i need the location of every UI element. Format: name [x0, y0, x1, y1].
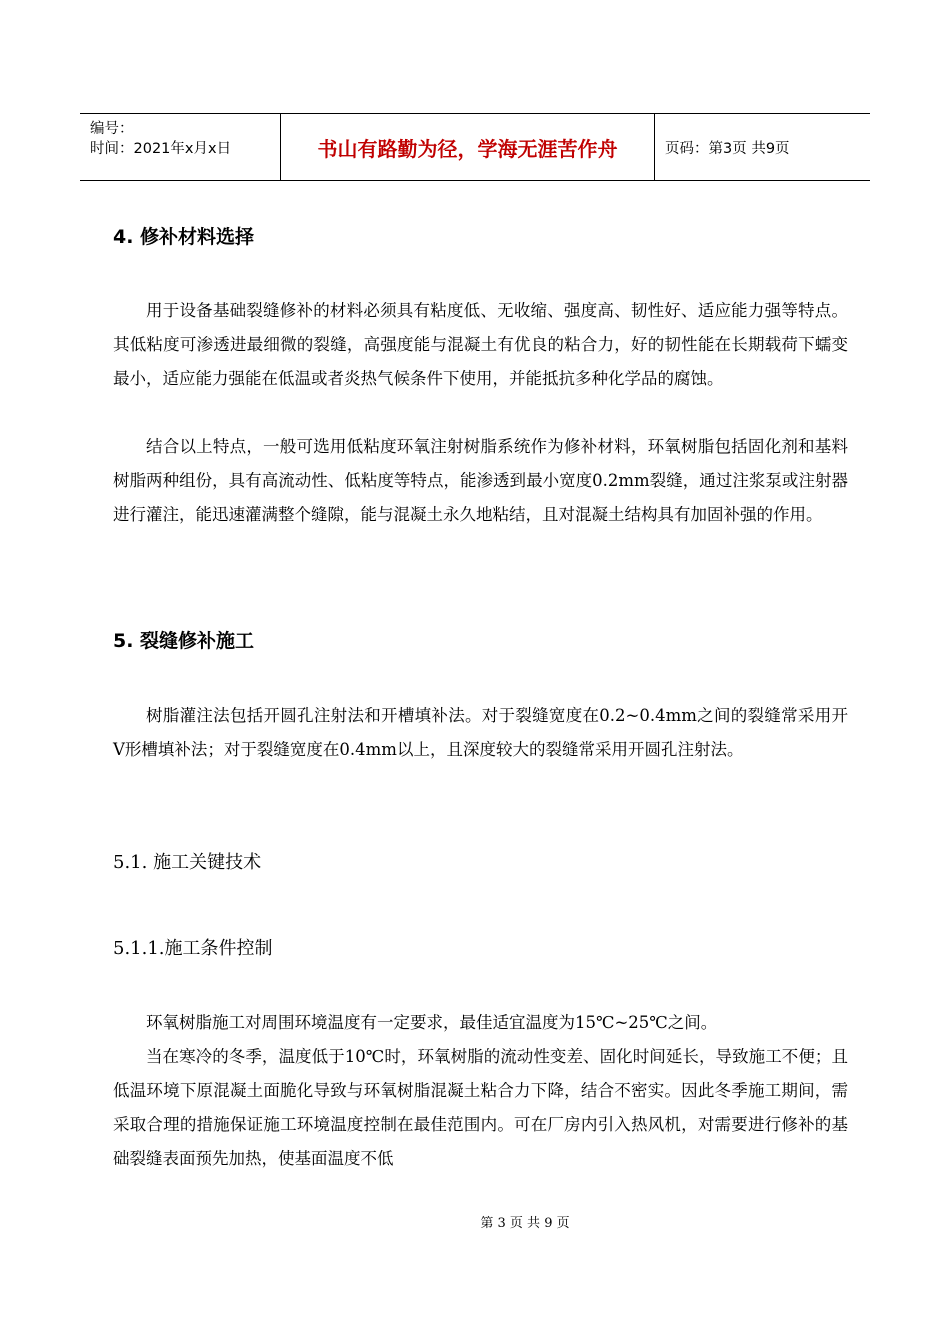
section-5-heading: 5. 裂缝修补施工: [113, 630, 255, 652]
time-label: 时间：2021年x月x日: [90, 141, 232, 157]
motto: 书山有路勤为径，学海无涯苦作舟: [317, 136, 618, 161]
header-left-cell: [80, 114, 281, 180]
section-5-1-1-paragraph-2: 当在寒冷的冬季，温度低于10℃时，环氧树脂的流动性变差、固化时间延长，导致施工不便；且低温环境下原混凝土面脆化导致与环氧树脂混凝土粘合力下降，结合不密实。因此冬季施工期间，需采取合理的措施保证施工环境温度控制在最佳范围内。可在厂房内引入热风机，对需要进行修补的基础裂缝表面预先加热，使基面温度不低: [113, 1047, 848, 1168]
section-5-paragraph-1: 树脂灌注法包括开圆孔注射法和开槽填补法。对于裂缝宽度在0.2~0.4mm之间的裂缝常采用开V形槽填补法；对于裂缝宽度在0.4mm以上，且深度较大的裂缝常采用开圆孔注射法。: [113, 706, 848, 759]
section-5-1-1-heading: 5.1.1.施工条件控制: [113, 938, 273, 959]
section-5-1-1-paragraph-1: 环氧树脂施工对周围环境温度有一定要求，最佳适宜温度为15℃~25℃之间。: [146, 1013, 718, 1032]
header-page-cell: [655, 114, 870, 180]
section-4-paragraph-1: 用于设备基础裂缝修补的材料必须具有粘度低、无收缩、强度高、韧性好、适应能力强等特点。其低粘度可渗透进最细微的裂缝，高强度能与混凝土有优良的粘合力，好的韧性能在长期载荷下蠕变最小，适应能力强能在低温或者炎热气候条件下使用，并能抵抗多种化学品的腐蚀。: [113, 301, 848, 388]
page-footer: 第 3 页 共 9 页: [480, 1216, 570, 1231]
doc-number-label: 编号：: [90, 121, 134, 137]
section-5-1-heading: 5.1. 施工关键技术: [113, 852, 262, 873]
page-header: [80, 113, 870, 181]
section-4-paragraph-2: 结合以上特点，一般可选用低粘度环氧注射树脂系统作为修补材料，环氧树脂包括固化剂和基料树脂两种组份，具有高流动性、低粘度等特点，能渗透到最小宽度0.2mm裂缝，通过注浆泵或注射器进行灌注，能迅速灌满整个缝隙，能与混凝土永久地粘结，且对混凝土结构具有加固补强的作用。: [113, 437, 848, 524]
page-info: 页码：第3页 共9页: [665, 140, 790, 157]
section-4-heading: 4. 修补材料选择: [113, 226, 255, 248]
header-motto-cell: [281, 114, 655, 180]
